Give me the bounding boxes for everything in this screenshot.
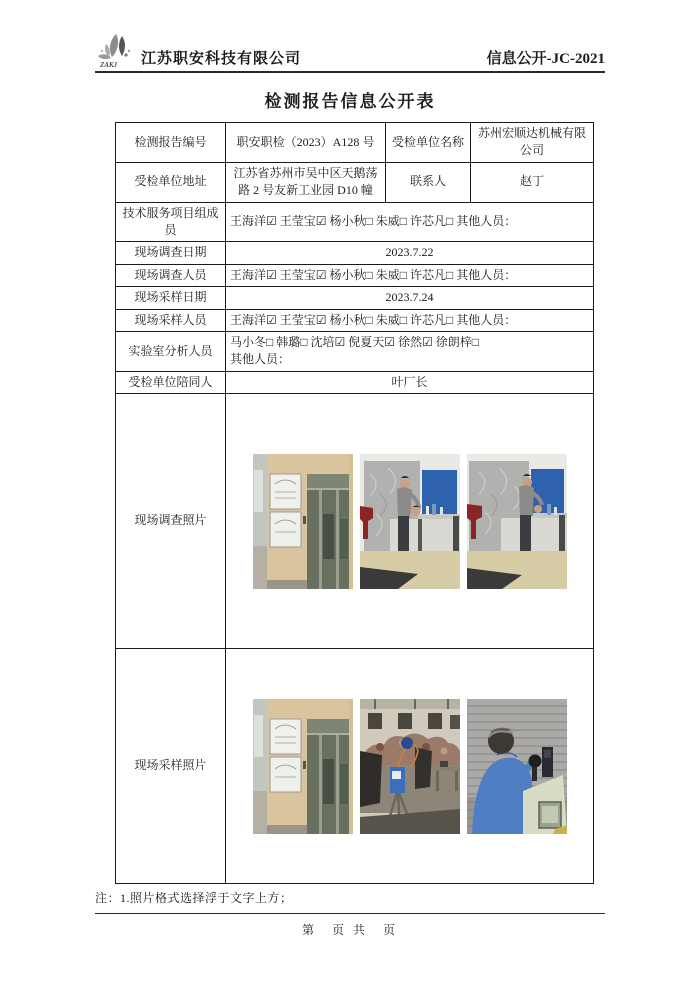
row-team — [116, 202, 594, 242]
row-sample-photos — [116, 649, 594, 884]
unit-name-value: 苏州宏顺达机械有限公司 — [471, 123, 594, 163]
photo-indoor-survey-counter-2 — [467, 454, 567, 589]
page-footer — [95, 913, 605, 938]
photo-workshop-sampling-tripod — [360, 699, 460, 834]
escort-value: 叶厂长 — [226, 371, 594, 393]
header-divider — [95, 71, 605, 73]
contact-label: 联系人 — [386, 162, 471, 202]
sample-staff-label: 现场采样人员 — [116, 309, 226, 331]
survey-date-value: 2023.7.22 — [226, 242, 594, 264]
row-lab-staff — [116, 331, 594, 371]
row-escort — [116, 371, 594, 393]
sample-photos-label: 现场采样照片 — [116, 649, 226, 884]
sample-staff-value: 王海洋☑ 王莹宝☑ 杨小秋□ 朱威□ 许芯凡□ 其他人员： — [226, 309, 594, 331]
company-logo-icon — [95, 33, 137, 69]
survey-photos-cell — [226, 394, 594, 649]
row-survey-photos — [116, 394, 594, 649]
sample-photo-strip — [230, 699, 589, 834]
report-no-value: 职安职检（2023）A128 号 — [226, 123, 386, 163]
escort-label: 受检单位陪同人 — [116, 371, 226, 393]
photo-noise-measurement-shutter — [467, 699, 567, 834]
row-survey-staff — [116, 264, 594, 286]
lab-staff-line2: 其他人员： — [230, 352, 291, 367]
logo-text: ZAKJ — [100, 61, 118, 69]
team-value: 王海洋☑ 王莹宝☑ 杨小秋□ 朱威□ 许芯凡□ 其他人员： — [226, 202, 594, 242]
photo-building-entrance — [253, 699, 353, 834]
company-name: 江苏职安科技有限公司 — [141, 51, 302, 67]
doc-code: 信息公开-JC-2021 — [486, 51, 605, 67]
page-title: 检测报告信息公开表 — [264, 92, 436, 111]
lab-staff-label: 实验室分析人员 — [116, 331, 226, 371]
survey-photo-strip — [230, 454, 589, 589]
row-sample-date — [116, 287, 594, 309]
sample-date-label: 现场采样日期 — [116, 287, 226, 309]
row-report-no — [116, 123, 594, 163]
sample-date-value: 2023.7.24 — [226, 287, 594, 309]
page-header — [95, 33, 605, 69]
row-unit-address — [116, 162, 594, 202]
row-sample-staff — [116, 309, 594, 331]
survey-staff-value: 王海洋☑ 王莹宝☑ 杨小秋□ 朱威□ 许芯凡□ 其他人员： — [226, 264, 594, 286]
unit-addr-value: 江苏省苏州市吴中区天鹅荡路 2 号友新工业园 D10 幢 — [226, 162, 386, 202]
unit-addr-label: 受检单位地址 — [116, 162, 226, 202]
row-survey-date — [116, 242, 594, 264]
survey-photos-label: 现场调查照片 — [116, 394, 226, 649]
sample-photos-cell — [226, 649, 594, 884]
contact-value: 赵丁 — [471, 162, 594, 202]
unit-name-label: 受检单位名称 — [386, 123, 471, 163]
survey-date-label: 现场调查日期 — [116, 242, 226, 264]
lab-staff-line1: 马小冬□ 韩璐□ 沈培☑ 倪夏天☑ 徐然☑ 徐朗梓□ — [230, 334, 480, 349]
photo-building-entrance — [253, 454, 353, 589]
note-line: 注：1.照片格式选择浮于文字上方； — [95, 891, 293, 906]
survey-staff-label: 现场调查人员 — [116, 264, 226, 286]
team-label: 技术服务项目组成员 — [116, 202, 226, 242]
page-number-text: 第 页 共 页 — [301, 923, 398, 937]
info-table — [115, 122, 594, 884]
lab-staff-value — [226, 331, 594, 371]
photo-indoor-survey-counter — [360, 454, 460, 589]
report-no-label: 检测报告编号 — [116, 123, 226, 163]
